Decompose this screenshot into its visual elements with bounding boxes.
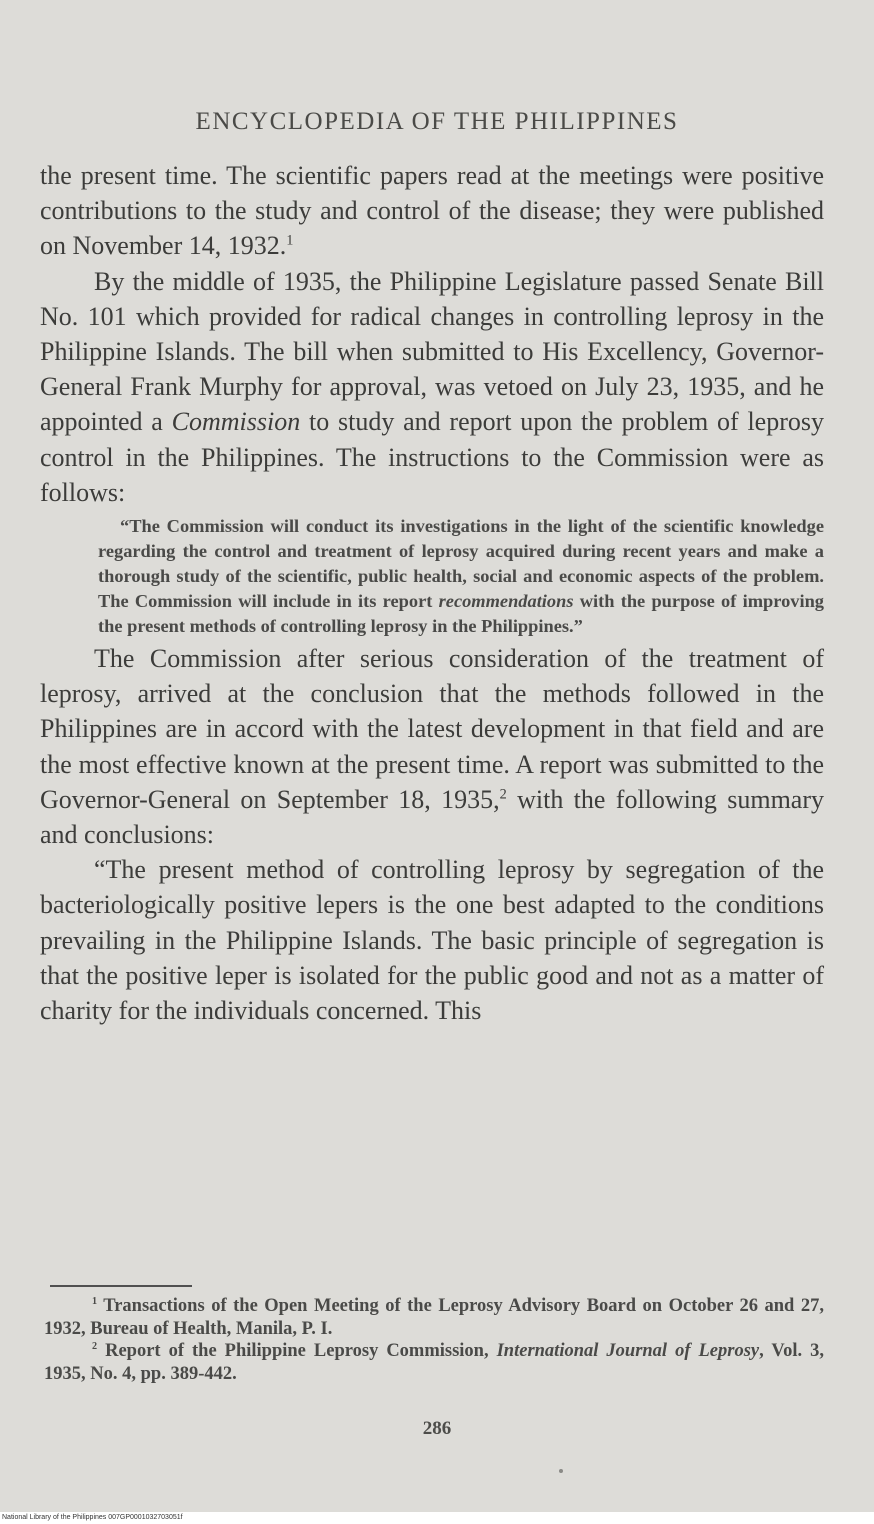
paragraph-1: the present time. The scientific papers read at the meetings were positive contributions to the study and control of the disease; they were published on November 14, 1932.$^1$	[40, 161, 824, 261]
block-quote: “The Commission will conduct its investigations in the light of the scientific knowledge regarding the control and treatment of leprosy acquired during recent years and make a thorough study of the scientific, public health, social and economic aspects of the problem. The Commission will include in its report recommendations with the purpose of improving the present methods of controlling leprosy in the Philippines.”	[98, 516, 825, 637]
paragraph-3: The Commission after serious consideration of the treatment of leprosy, arrived at the conclusion that the methods followed in the Philippines are in accord with the latest development in that field and are the most effective known at the present time. A report was submitted to the Governor-General on September 18, 1935,$^2$ with the following summary and conclusions:	[40, 644, 824, 850]
body-text	[40, 158, 824, 1028]
footnote-divider	[50, 1285, 192, 1287]
page-number: 286	[422, 1418, 452, 1439]
footnotes	[44, 1295, 824, 1385]
footnote-ref-2: 2	[499, 786, 507, 803]
running-head: ENCYCLOPEDIA OF THE PHILIPPINES	[195, 108, 679, 135]
paragraph-4: “The present method of controlling leprosy by segregation of the bacteriologically positive lepers is the one best adapted to the conditions prevailing in the Philippine Islands. The basic principle of segregation is that the positive leper is isolated for the public good and not as a matter of charity for the individuals concerned. This	[40, 855, 824, 1026]
footnote-1: $^1$ Transactions of the Open Meeting of the Leprosy Advisory Board on October 26 and 27, 1932, Bureau of Health, Manila, P. I.	[44, 1295, 824, 1339]
scan-credit: National Library of the Philippines 007GP0001032703051f	[0, 1512, 874, 1524]
print-speck	[559, 1469, 563, 1473]
footnote-ref-1: 1	[286, 232, 294, 249]
footnote-2: $^2$ Report of the Philippine Leprosy Commission, International Journal of Leprosy, Vol. 3, 1935, No. 4, pp. 389-442.	[44, 1340, 824, 1384]
paragraph-2: By the middle of 1935, the Philippine Legislature passed Senate Bill No. 101 which provided for radical changes in controlling leprosy in the Philippine Islands. The bill when submitted to His Excellency, Governor-General Frank Murphy for approval, was vetoed on July 23, 1935, and he appointed a Commission to study and report upon the problem of leprosy control in the Philippines. The instructions to the Commission were as follows:	[40, 266, 824, 507]
